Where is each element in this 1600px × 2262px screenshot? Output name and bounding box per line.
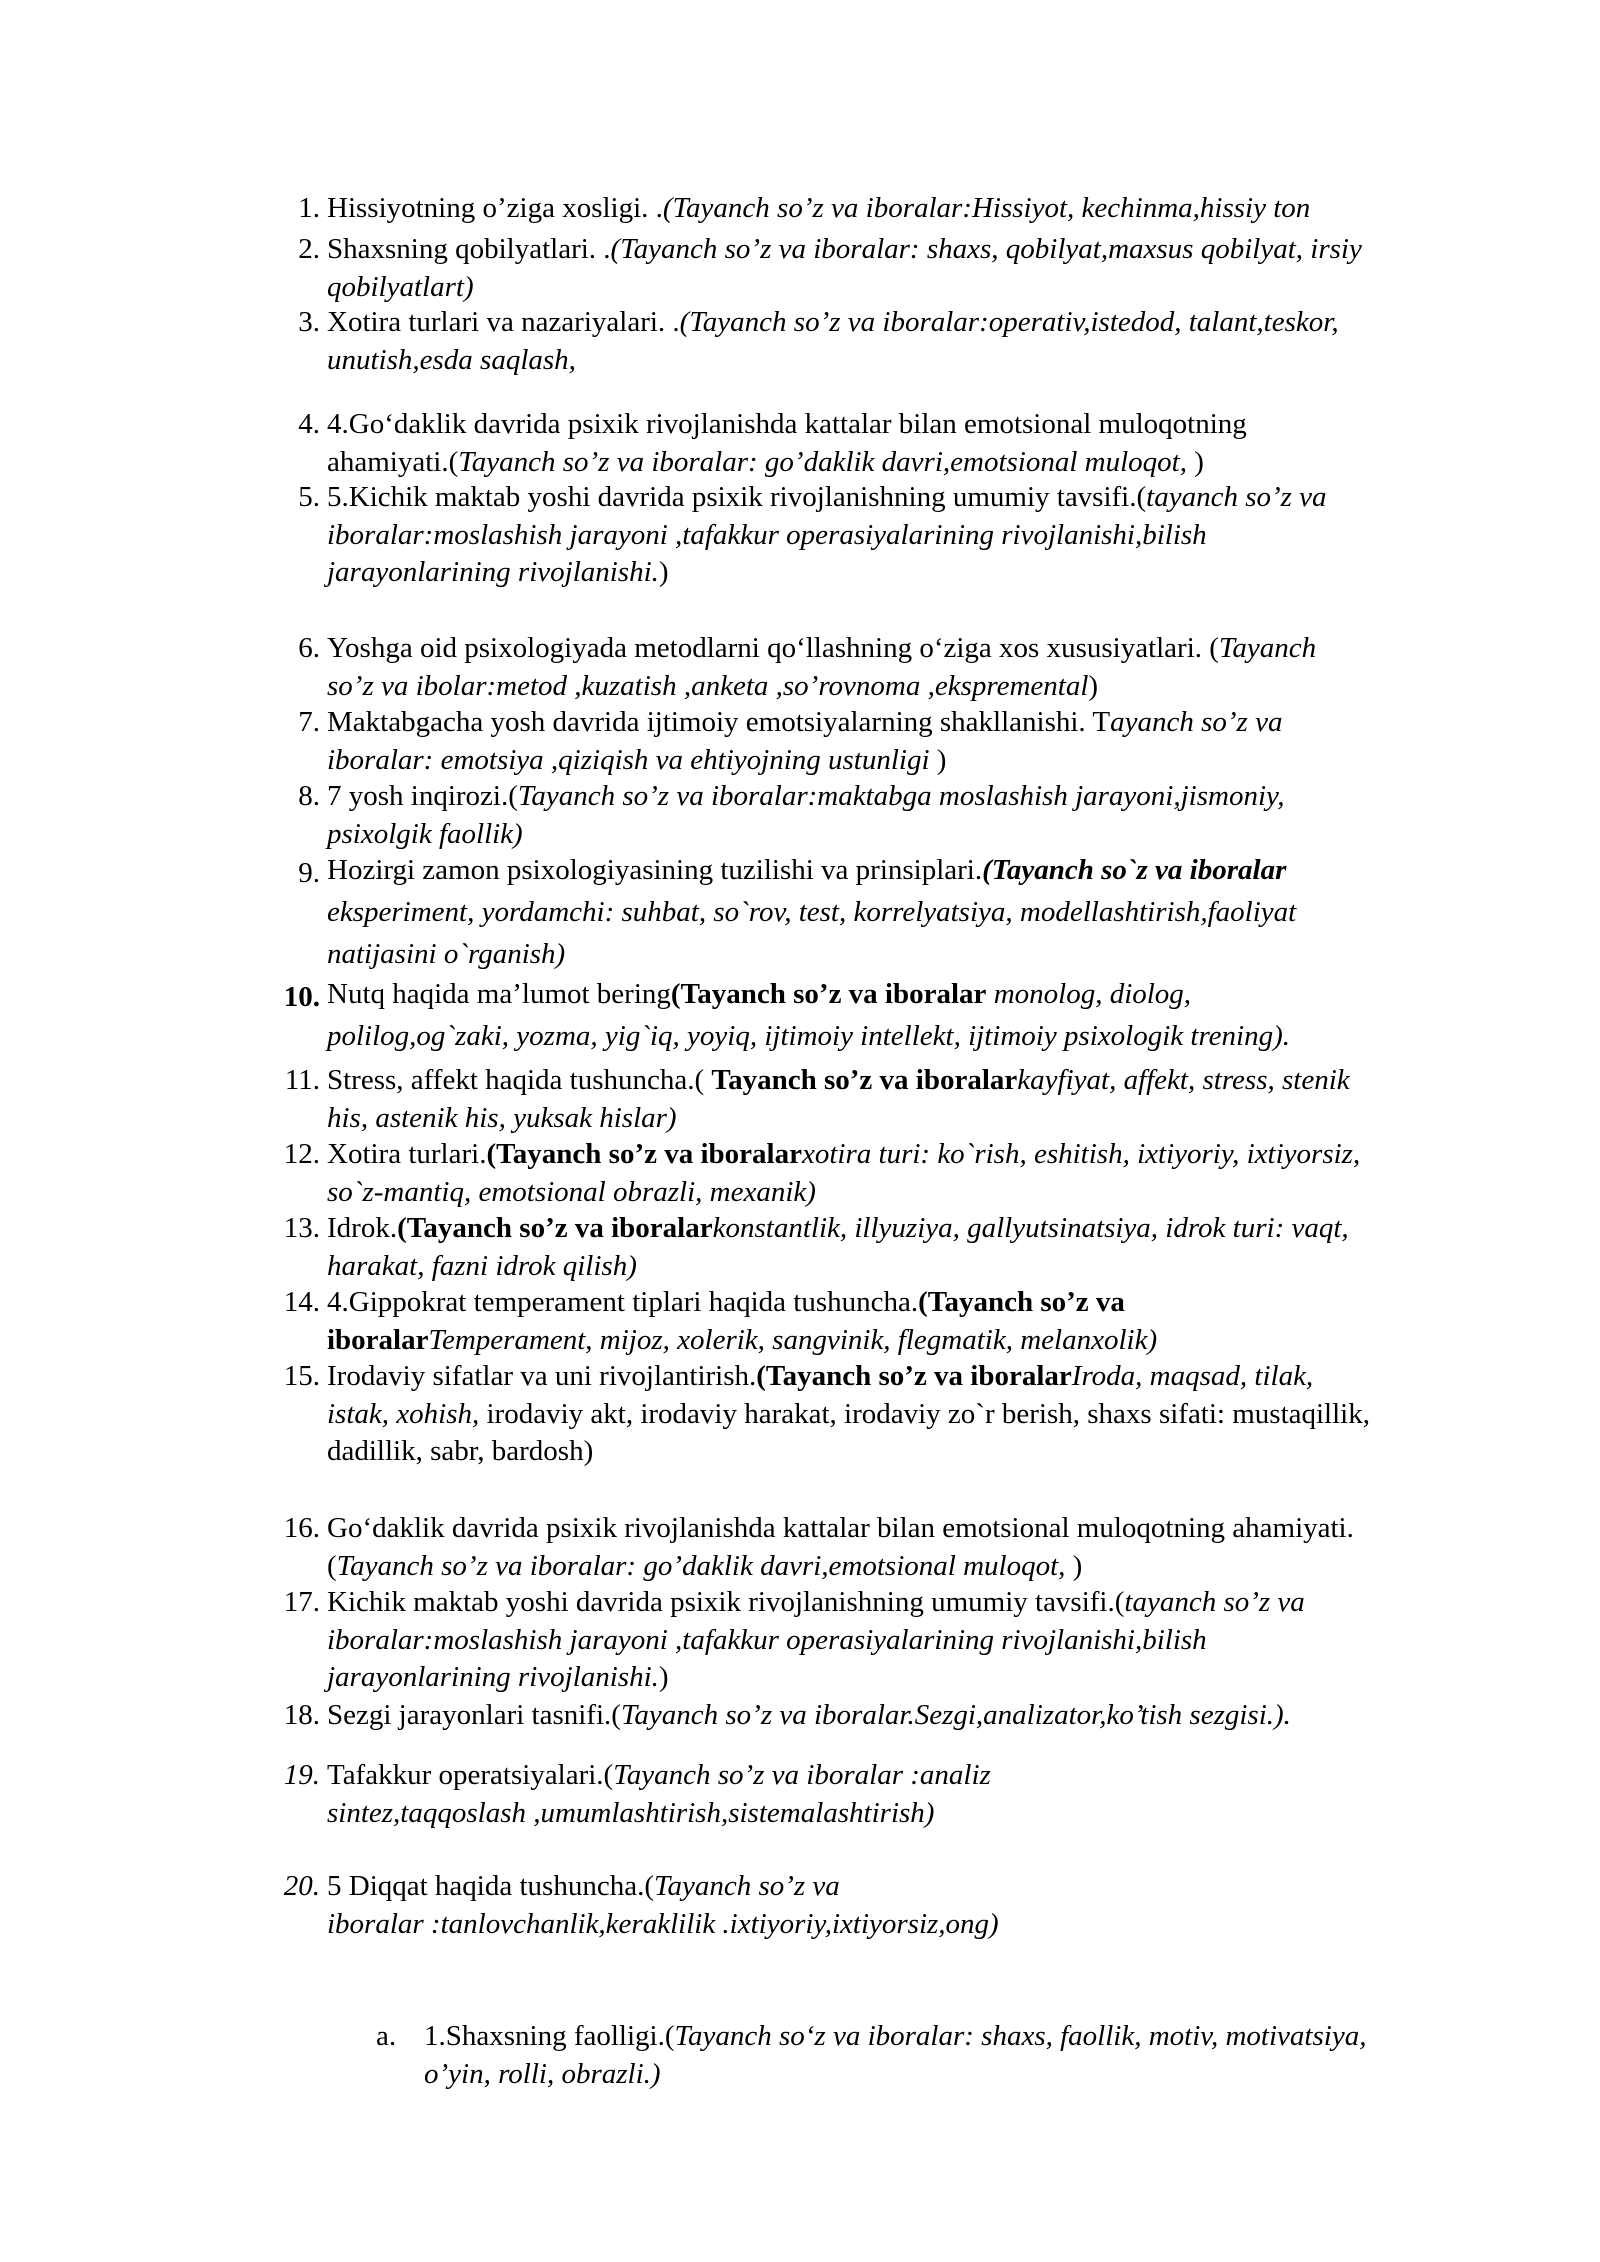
text-run: (Tayanch so’z va iboralar: [670, 978, 987, 1010]
text-run: 5.Kichik maktab yoshi davrida psixik rivojlanishning umumiy tavsifi.(: [327, 481, 1147, 513]
text-line: [327, 936, 1487, 978]
text-run: 4.Gippokrat temperament tiplari haqida tushuncha.: [327, 1286, 919, 1318]
list-number: 12.: [283, 1138, 320, 1170]
list-number: 8.: [298, 780, 320, 812]
list-number: 11.: [284, 1064, 320, 1096]
text-run: polilog,og`zaki, yozma, yig`iq, yoyiq, ijtimoiy intellekt, ijtimoiy psixologik trening).: [327, 1020, 1290, 1052]
text-line: [327, 1284, 1487, 1322]
list-number: 16.: [283, 1512, 320, 1544]
list-number: 14.: [283, 1286, 320, 1318]
text-line: [327, 742, 1487, 780]
text-line: [424, 2018, 1494, 2056]
text-line: [327, 778, 1487, 816]
list-text: [327, 1210, 1487, 1285]
list-number: 7.: [298, 706, 320, 738]
text-run: Tafakkur operatsiyalari.(: [327, 1759, 614, 1791]
text-line: [327, 816, 1487, 854]
list-text: [327, 1136, 1487, 1211]
text-line: [327, 444, 1487, 482]
text-run: xotira turi: ko`rish, eshitish, ixtiyoriy, ixtiyorsiz,: [801, 1138, 1361, 1170]
text-line: [327, 1584, 1487, 1622]
text-run: Hozirgi zamon psixologiyasining tuzilishi va prinsiplari.: [327, 854, 983, 886]
text-run: ): [658, 556, 669, 588]
list-text: [327, 1584, 1487, 1697]
text-run: Yoshga oid psixologiyada metodlarni qo‘llashning o‘ziga xos xususiyatlari. (: [327, 632, 1219, 664]
text-run: eksperiment, yordamchi: suhbat, so`rov, test, korrelyatsiya, modellashtirish,faoliyat: [327, 896, 1297, 928]
text-run: ): [1186, 445, 1204, 478]
text-line: [327, 1210, 1487, 1248]
list-text: [327, 1062, 1487, 1137]
text-run: iboralar: [327, 1323, 429, 1356]
text-line: [327, 190, 1487, 228]
text-run: harakat, fazni idrok qilish): [327, 1249, 637, 1282]
list-number: 10.: [283, 981, 320, 1013]
text-run: psixolgik faollik): [327, 817, 523, 850]
text-line: [327, 1433, 1487, 1471]
text-line: [327, 554, 1487, 592]
text-run: Tayanch so’z va: [653, 1870, 840, 1902]
list-number: 5.: [298, 481, 320, 513]
list-text: [327, 190, 1487, 228]
list-text: [327, 304, 1487, 379]
text-run: iboralar :tanlovchanlik,keraklilik .ixtiyoriy,ixtiyorsiz,ong): [327, 1907, 999, 1940]
text-line: [327, 1510, 1487, 1548]
list-text: [327, 976, 1487, 1060]
text-run: o’yin, rolli, obrazli.): [424, 2057, 661, 2090]
text-line: [327, 1248, 1487, 1286]
list-number: 2.: [298, 233, 320, 265]
text-run: (Tayanch so’z va: [918, 1286, 1125, 1318]
text-run: konstantlik, illyuziya, gallyutsinatsiya, idrok turi: vaqt,: [712, 1212, 1349, 1244]
text-line: [327, 517, 1487, 555]
list-number: 9.: [298, 857, 320, 889]
text-run: 7 yosh inqirozi.(: [327, 780, 518, 812]
text-run: (Tayanch so`z va iboralar: [982, 854, 1287, 886]
list-number: 19.: [283, 1759, 320, 1791]
text-line: [327, 668, 1487, 706]
text-line: [327, 1659, 1487, 1697]
list-number: 18.: [283, 1699, 320, 1731]
text-line: [327, 269, 1487, 307]
sub-list-text: [424, 2018, 1494, 2093]
text-run: ayanch so’z va: [1110, 706, 1283, 738]
text-run: (: [327, 1549, 337, 1582]
text-run: Tayanch so’z va iboralar: [711, 1064, 1018, 1096]
text-run: iboralar:moslashish jarayoni ,tafakkur operasiyalarining rivojlanishi,bilish: [327, 518, 1207, 551]
text-run: monolog, diolog,: [986, 978, 1192, 1010]
text-run: Maktabgacha yosh davrida ijtimoiy emotsiyalarning shakllanishi. T: [327, 706, 1111, 738]
list-text: [327, 1757, 1487, 1832]
text-run: 5 Diqqat haqida tushuncha.(: [327, 1870, 654, 1902]
text-run: 4.Go‘daklik davrida psixik rivojlanishda kattalar bilan emotsional muloqotning: [327, 408, 1247, 440]
text-line: [327, 342, 1487, 380]
text-run: so`z-mantiq, emotsional obrazli, mexanik): [327, 1175, 816, 1208]
list-number: 4.: [298, 408, 320, 440]
text-run: natijasini o`rganish): [327, 938, 566, 970]
list-text: [327, 1510, 1487, 1585]
text-run: Sezgi jarayonlari tasnifi.(: [327, 1699, 621, 1731]
text-run: (Tayanch so’z va iboralar: [397, 1212, 713, 1244]
text-run: iboralar:moslashish jarayoni ,tafakkur operasiyalarining rivojlanishi,bilish: [327, 1623, 1207, 1656]
text-run: Iroda, maqsad, tilak,: [1071, 1360, 1314, 1392]
text-run: Idrok.: [327, 1212, 398, 1244]
text-line: [327, 1622, 1487, 1660]
text-line: [327, 1358, 1487, 1396]
text-run: ): [1065, 1549, 1083, 1582]
text-run: Tayanch so’z va iboralar :analiz: [613, 1759, 991, 1791]
list-number: 20.: [283, 1870, 320, 1902]
text-line: [327, 1174, 1487, 1212]
text-run: qobilyatlart): [327, 270, 474, 303]
list-number: 6.: [298, 632, 320, 664]
list-text: [327, 1284, 1487, 1359]
text-line: [327, 1062, 1487, 1100]
text-line: [327, 704, 1487, 742]
list-number: 1.: [298, 192, 320, 224]
text-run: dadillik, sabr, bardosh): [327, 1435, 594, 1467]
text-run: Tayanch so’z va iboralar: go’daklik davri,emotsional muloqot,: [458, 445, 1187, 478]
text-line: [327, 231, 1487, 269]
list-text: [327, 479, 1487, 592]
text-run: Tayanch so’z va iboralar: go’daklik davri,emotsional muloqot,: [336, 1549, 1066, 1582]
text-run: Tayanch so‘z va iboralar: shaxs, faollik, motiv, motivatsiya,: [674, 2020, 1367, 2052]
text-line: [327, 1868, 1487, 1906]
text-run: iboralar: emotsiya ,qiziqish va ehtiyojning ustunligi: [327, 743, 930, 776]
list-text: [327, 852, 1487, 978]
text-run: his, astenik his, yuksak hislar): [327, 1101, 677, 1134]
text-run: irodaviy akt, irodaviy harakat, irodaviy zo`r berish, shaxs sifati: mustaqillik,: [479, 1397, 1370, 1430]
list-text: [327, 704, 1487, 779]
text-run: (Tayanch so’z va iboralar:operativ,istedod, talant,teskor,: [679, 306, 1339, 338]
text-line: [327, 1697, 1487, 1735]
text-run: ): [1088, 669, 1099, 702]
text-line: [424, 2056, 1494, 2094]
text-line: [327, 630, 1487, 668]
list-text: [327, 630, 1487, 705]
text-run: Tayanch so’z va iboralar.Sezgi,analizator,ko’tish sezgisi.).: [620, 1699, 1291, 1731]
text-run: (Tayanch so’z va iboralar: [486, 1138, 802, 1170]
list-number: 17.: [283, 1586, 320, 1618]
text-line: [327, 852, 1487, 894]
text-run: jarayonlarining rivojlanishi.: [327, 556, 659, 588]
list-text: [327, 1697, 1487, 1735]
text-run: tayanch so’z va: [1124, 1586, 1305, 1618]
text-run: (Tayanch so’z va iboralar:Hissiyot, kechinma,hissiy ton: [662, 192, 1311, 224]
text-run: (Tayanch so’z va iboralar: [756, 1360, 1072, 1392]
text-run: ): [658, 1661, 669, 1693]
list-number: 13.: [283, 1212, 320, 1244]
text-line: [327, 1136, 1487, 1174]
text-run: 1.Shaxsning faolligi.(: [424, 2020, 675, 2052]
text-line: [327, 1548, 1487, 1586]
text-run: (Tayanch so’z va iboralar: shaxs, qobilyat,maxsus qobilyat, irsiy: [610, 233, 1362, 265]
text-run: sintez,taqqoslash ,umumlashtirish,sistemalashtirish): [327, 1796, 935, 1829]
text-run: Xotira turlari va nazariyalari. .: [327, 306, 680, 338]
text-run: Tayanch so’z va iboralar:maktabga moslashish jarayoni,jismoniy,: [517, 780, 1285, 812]
text-run: Xotira turlari.: [327, 1138, 487, 1170]
text-line: [327, 1906, 1487, 1944]
text-run: jarayonlarining rivojlanishi.: [327, 1661, 659, 1693]
text-run: Nutq haqida ma’lumot bering: [327, 978, 671, 1010]
text-line: [327, 479, 1487, 517]
text-run: tayanch so’z va: [1146, 481, 1327, 513]
text-run: kayfiyat, affekt, stress, stenik: [1017, 1064, 1350, 1096]
text-run: Hissiyotning o’ziga xosligi. .: [327, 192, 663, 224]
list-text: [327, 406, 1487, 481]
list-number: 15.: [283, 1360, 320, 1392]
text-run: Temperament, mijoz, xolerik, sangvinik, flegmatik, melanxolik): [428, 1323, 1158, 1356]
text-line: [327, 1757, 1487, 1795]
text-run: Irodaviy sifatlar va uni rivojlantirish.: [327, 1360, 757, 1392]
text-line: [327, 406, 1487, 444]
list-number: 3.: [298, 306, 320, 338]
list-text: [327, 778, 1487, 853]
text-run: Shaxsning qobilyatlari. .: [327, 233, 611, 265]
sub-list-letter: a.: [376, 2020, 397, 2052]
text-run: Go‘daklik davrida psixik rivojlanishda kattalar bilan emotsional muloqotning ahamiyati.: [327, 1512, 1354, 1544]
text-line: [327, 1018, 1487, 1060]
text-line: [327, 1322, 1487, 1360]
text-run: istak, xohish,: [327, 1397, 480, 1430]
list-text: [327, 1868, 1487, 1943]
text-run: ahamiyati.(: [327, 445, 459, 478]
text-line: [327, 1396, 1487, 1434]
text-run: ): [929, 743, 947, 776]
text-run: Tayanch: [1218, 632, 1317, 664]
text-line: [327, 1795, 1487, 1833]
list-text: [327, 231, 1487, 306]
text-line: [327, 894, 1487, 936]
text-run: so’z va ibolar:metod ,kuzatish ,anketa ,so’rovnoma ,ekspremental: [327, 669, 1089, 702]
text-line: [327, 976, 1487, 1018]
text-line: [327, 1100, 1487, 1138]
list-text: [327, 1358, 1487, 1471]
text-run: Stress, affekt haqida tushuncha.(: [327, 1064, 712, 1096]
text-line: [327, 304, 1487, 342]
text-run: unutish,esda saqlash,: [327, 343, 576, 376]
text-run: Kichik maktab yoshi davrida psixik rivojlanishning umumiy tavsifi.(: [327, 1586, 1125, 1618]
